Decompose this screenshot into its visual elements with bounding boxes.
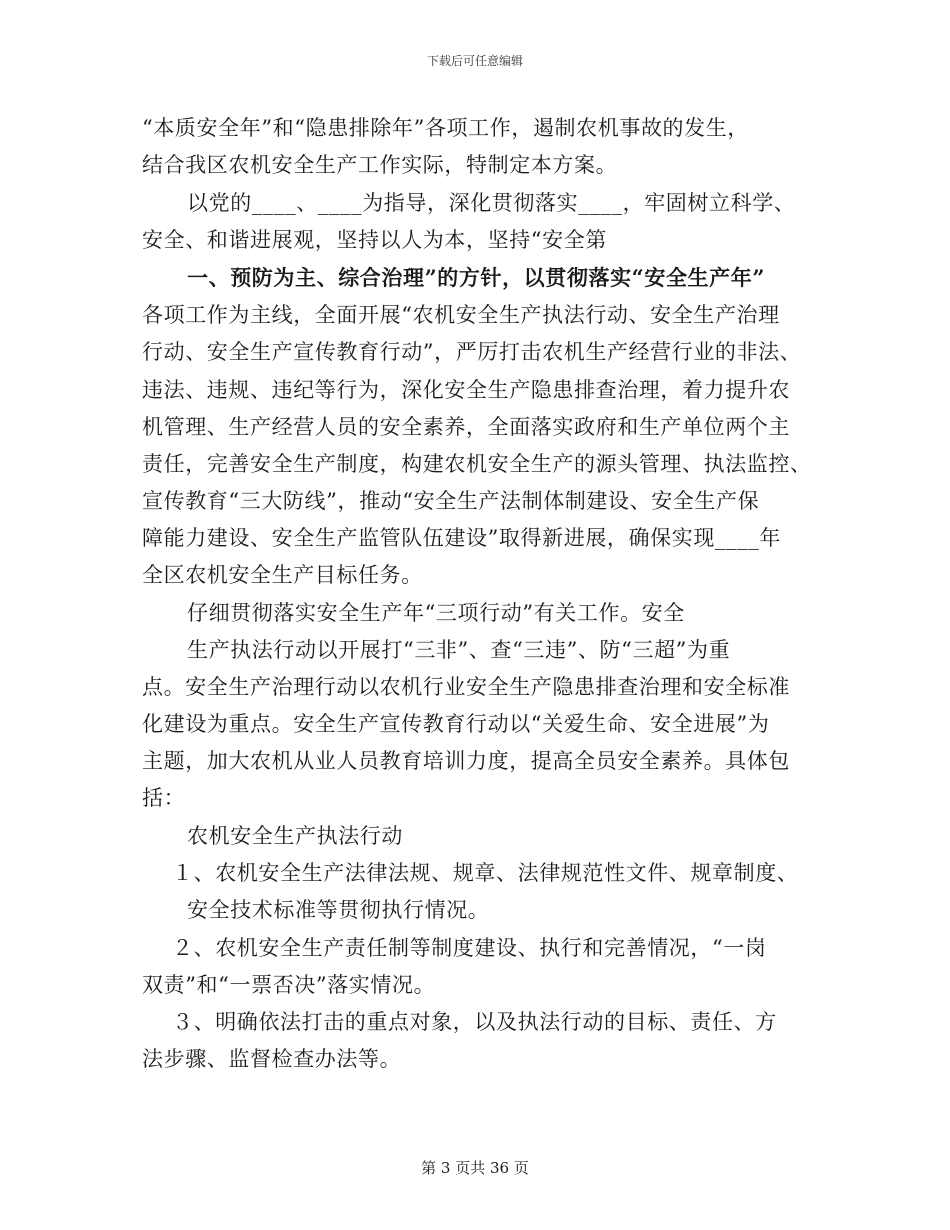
paragraph-line: 以党的____、____为指导，深化贯彻落实____，牢固树立科学、 bbox=[187, 191, 796, 215]
list-item: ２、农机安全生产责任制等制度建设、执行和完善情况，“一岗 bbox=[172, 936, 767, 960]
page-header: 下载后可任意编辑 bbox=[426, 54, 523, 68]
paragraph-line: 各项工作为主线，全面开展“农机安全生产执法行动、安全生产治理 bbox=[142, 303, 780, 327]
paragraph-line: 生产执法行动以开展打“三非”、查“三违”、防“三超”为重 bbox=[187, 638, 731, 662]
paragraph-line: 结合我区农机安全生产工作实际，特制定本方案。 bbox=[142, 153, 618, 177]
paragraph-line: 安全、和谐进展观，坚持以人为本，坚持“安全第 bbox=[142, 228, 607, 252]
paragraph-line: 宣传教育“三大防线”，推动“安全生产法制体制建设、安全生产保 bbox=[142, 489, 760, 513]
paragraph-line: 点。安全生产治理行动以农机行业安全生产隐患排查治理和安全标准 bbox=[142, 675, 790, 699]
paragraph-line: 法步骤、监督检查办法等。 bbox=[142, 1047, 402, 1071]
paragraph-line: 安全技术标准等贯彻执行情况。 bbox=[187, 898, 490, 922]
paragraph-line: 主题，加大农机从业人员教育培训力度，提高全员安全素养。具体包 bbox=[142, 749, 790, 773]
paragraph-line: 违法、违规、违纪等行为，深化安全生产隐患排查治理，着力提升农 bbox=[142, 378, 790, 402]
page-footer: 第 3 页共 36 页 bbox=[421, 1159, 529, 1177]
paragraph-line: 责任，完善安全生产制度，构建农机安全生产的源头管理、执法监控、 bbox=[142, 452, 812, 476]
paragraph-line: 障能力建设、安全生产监管队伍建设”取得新进展，确保实现____年 bbox=[142, 526, 781, 550]
list-item: ３、明确依法打击的重点对象，以及执法行动的目标、责任、方 bbox=[172, 1010, 777, 1034]
paragraph-line: 仔细贯彻落实安全生产年“三项行动”有关工作。安全 bbox=[187, 601, 685, 625]
paragraph-line: 括： bbox=[142, 786, 186, 810]
section-heading: 农机安全生产执法行动 bbox=[187, 824, 403, 848]
paragraph-line: 行动、安全生产宣传教育行动”，严厉打击农机生产经营行业的非法、 bbox=[142, 340, 802, 364]
paragraph-line: 一、预防为主、综合治理”的方针，以贯彻落实“安全生产年” bbox=[187, 265, 766, 290]
paragraph-line: “本质安全年”和“隐患排除年”各项工作，遏制农机事故的发生， bbox=[142, 116, 749, 140]
paragraph-line: 化建设为重点。安全生产宣传教育行动以“关爱生命、安全进展”为 bbox=[142, 712, 770, 736]
list-item: １、农机安全生产法律法规、规章、法律规范性文件、规章制度、 bbox=[172, 861, 799, 885]
paragraph-line: 机管理、生产经营人员的安全素养，全面落实政府和生产单位两个主 bbox=[142, 415, 790, 439]
paragraph-line: 全区农机安全生产目标任务。 bbox=[142, 563, 423, 587]
paragraph-line: 双责”和“一票否决”落实情况。 bbox=[142, 973, 436, 997]
